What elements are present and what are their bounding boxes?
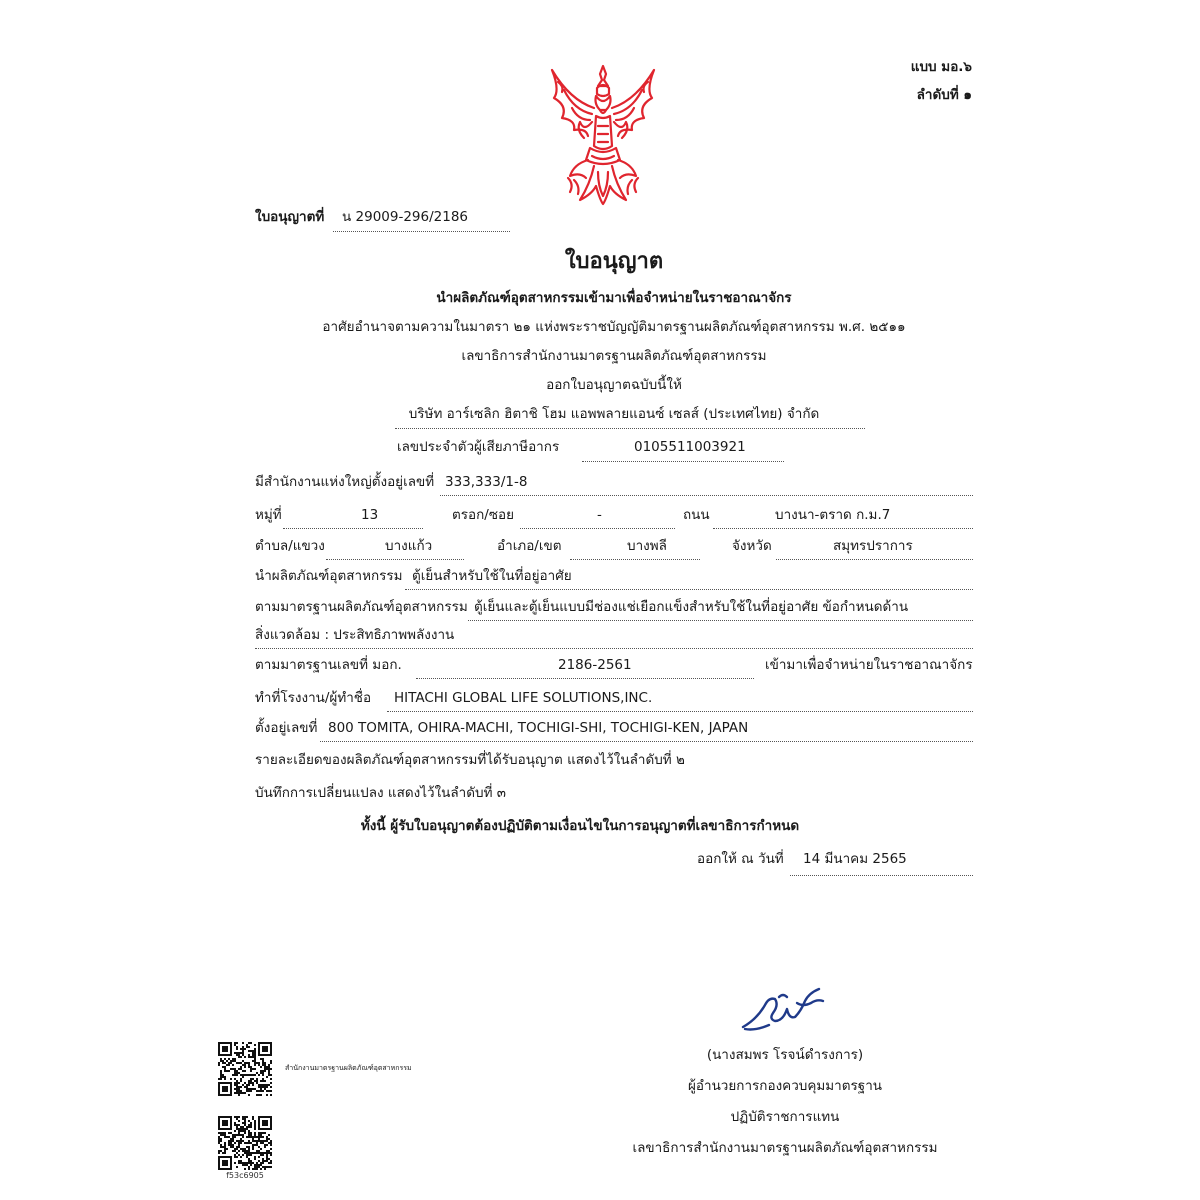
issue-date-line — [790, 875, 973, 876]
manufacturer-value: HITACHI GLOBAL LIFE SOLUTIONS,INC. — [394, 690, 653, 706]
tax-id-label: เลขประจำตัวผู้เสียภาษีอากร — [397, 439, 560, 455]
tax-id-value: 0105511003921 — [634, 439, 746, 455]
office-value: 333,333/1-8 — [445, 474, 528, 490]
garuda-emblem-icon — [540, 60, 666, 206]
std-no-line — [416, 678, 754, 679]
std-no-label: ตามมาตรฐานเลขที่ มอก. — [255, 657, 402, 673]
district-value: บางพลี — [627, 538, 667, 554]
moo-label: หมู่ที่ — [255, 507, 282, 523]
qr-code-id: f53c6905 — [226, 1171, 264, 1180]
product-value: ตู้เย็นสำหรับใช้ในที่อยู่อาศัย — [412, 568, 572, 584]
road-line — [713, 528, 973, 529]
document-title: ใบอนุญาต — [564, 249, 664, 274]
standard-line-2 — [255, 648, 973, 649]
qr-code-icon — [218, 1116, 272, 1170]
authority-line: อาศัยอำนาจตามความในมาตรา ๒๑ แห่งพระราชบัญญัติมาตรฐานผลิตภัณฑ์อุตสาหกรรม พ.ศ. ๒๕๑๑ — [322, 319, 906, 335]
signatory-position-3: เลขาธิการสำนักงานมาตรฐานผลิตภัณฑ์อุตสาหกรรม — [632, 1140, 938, 1156]
road-value: บางนา-ตราด ก.ม.7 — [775, 507, 891, 523]
office-line — [440, 495, 973, 496]
form-order: ลำดับที่ ๑ — [916, 87, 972, 103]
office-label: มีสำนักงานแห่งใหญ่ตั้งอยู่เลขที่ — [255, 474, 435, 490]
manufacturer-label: ทำที่โรงงาน/ผู้ทำชื่อ — [255, 690, 372, 706]
subdistrict-line — [326, 559, 464, 560]
signatory-position-1: ผู้อำนวยการกองควบคุมมาตรฐาน — [687, 1078, 883, 1094]
company-name: บริษัท อาร์เซลิก ฮิตาชิ โฮม แอพพลายแอนซ์ เซลส์ (ประเทศไทย) จำกัด — [408, 406, 820, 422]
issue-date-label: ออกให้ ณ วันที่ — [697, 851, 784, 867]
subdistrict-value: บางแก้ว — [385, 538, 433, 554]
changes-note: บันทึกการเปลี่ยนแปลง แสดงไว้ในลำดับที่ ๓ — [255, 785, 506, 801]
license-no-value: น 29009-296/2186 — [342, 209, 469, 225]
subdistrict-label: ตำบล/แขวง — [255, 538, 325, 554]
license-no-label: ใบอนุญาตที่ — [255, 209, 325, 225]
province-value: สมุทรปราการ — [833, 538, 913, 554]
district-label: อำเภอ/เขต — [497, 538, 562, 554]
mfr-address-value: 800 TOMITA, OHIRA-MACHI, TOCHIGI-SHI, TOCHIGI-KEN, JAPAN — [328, 720, 749, 736]
document-subtitle: นำผลิตภัณฑ์อุตสาหกรรมเข้ามาเพื่อจำหน่ายในราชอาณาจักร — [436, 290, 792, 306]
issue-line: ออกใบอนุญาตฉบับนี้ให้ — [546, 377, 682, 393]
mfr-address-line — [320, 741, 973, 742]
signature-icon — [735, 985, 830, 1035]
soi-label: ตรอก/ซอย — [452, 507, 515, 523]
license-no-line — [333, 231, 510, 232]
condition-note: ทั้งนี้ ผู้รับใบอนุญาตต้องปฏิบัติตามเงื่อนไขในการอนุญาตที่เลขาธิการกำหนด — [360, 818, 800, 834]
soi-value: - — [597, 507, 602, 523]
tax-id-line — [582, 461, 784, 462]
qr-caption: สำนักงานมาตรฐานผลิตภัณฑ์อุตสาหกรรม — [285, 1064, 412, 1072]
standard-value: ตู้เย็นและตู้เย็นแบบมีช่องแช่เยือกแข็งสำหรับใช้ในที่อยู่อาศัย ข้อกำหนดด้าน — [474, 599, 909, 615]
form-code: แบบ มอ.๖ — [910, 59, 972, 75]
district-line — [570, 559, 700, 560]
qr-code-icon — [218, 1042, 272, 1096]
mfr-address-label: ตั้งอยู่เลขที่ — [255, 720, 318, 736]
soi-line — [520, 528, 675, 529]
std-no-suffix: เข้ามาเพื่อจำหน่ายในราชอาณาจักร — [765, 657, 973, 673]
details-note: รายละเอียดของผลิตภัณฑ์อุตสาหกรรมที่ได้รับอนุญาต แสดงไว้ในลำดับที่ ๒ — [255, 752, 685, 768]
product-line — [405, 589, 973, 590]
company-line — [395, 428, 865, 429]
province-label: จังหวัด — [732, 538, 772, 554]
standard-label: ตามมาตรฐานผลิตภัณฑ์อุตสาหกรรม — [255, 599, 468, 615]
issue-date-value: 14 มีนาคม 2565 — [803, 851, 907, 867]
province-line — [776, 559, 973, 560]
std-no-value: 2186-2561 — [558, 657, 632, 673]
signatory-name: (นางสมพร โรจน์ดำรงการ) — [706, 1047, 864, 1063]
manufacturer-line — [387, 711, 973, 712]
moo-value: 13 — [361, 507, 379, 523]
road-label: ถนน — [683, 507, 710, 523]
moo-line — [283, 528, 423, 529]
product-label: นำผลิตภัณฑ์อุตสาหกรรม — [255, 568, 403, 584]
standard-line — [468, 620, 973, 621]
secretary-line: เลขาธิการสำนักงานมาตรฐานผลิตภัณฑ์อุตสาหกรรม — [461, 348, 767, 364]
signatory-position-2: ปฏิบัติราชการแทน — [730, 1109, 840, 1125]
standard-value-2: สิ่งแวดล้อม : ประสิทธิภาพพลังงาน — [255, 627, 455, 643]
